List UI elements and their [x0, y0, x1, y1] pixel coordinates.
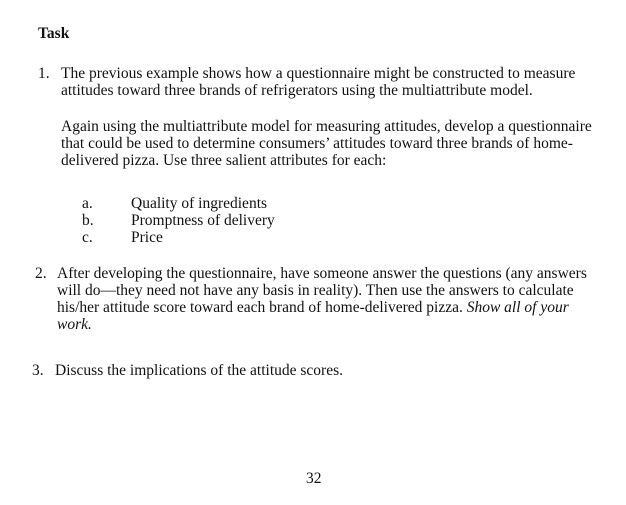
attribute-b-text: Promptness of delivery — [131, 212, 275, 229]
text-line — [57, 316, 587, 333]
item-3-number: 3. — [32, 362, 44, 379]
attribute-a-text: Quality of ingredients — [131, 195, 268, 212]
text-line: delivered pizza. Use three salient attributes for each: — [61, 152, 387, 169]
text-line: The previous example shows how a questionnaire might be constructed to measure — [61, 65, 576, 82]
emphasis-text: Show all of your — [466, 299, 569, 316]
item-2-paragraph — [57, 265, 587, 333]
attribute-c-text: Price — [131, 229, 163, 246]
text-line: After developing the questionnaire, have someone answer the questions (any answers — [57, 265, 587, 282]
item-1-paragraph-1 — [61, 65, 575, 99]
attribute-c-label: c. — [82, 229, 93, 246]
text-line: attitudes toward three brands of refrigerators using the multiattribute model. — [61, 82, 533, 99]
item-1-number: 1. — [38, 65, 50, 82]
text-line: Again using the multiattribute model for measuring attitudes, develop a questionnaire — [61, 118, 592, 135]
item-2-number: 2. — [35, 265, 47, 282]
section-title: Task — [38, 25, 70, 42]
text-line: will do—they need not have any basis in reality). Then use the answers to calculate — [57, 282, 574, 299]
attribute-a-label: a. — [82, 195, 93, 212]
text-line: that could be used to determine consumers’ attitudes toward three brands of home- — [61, 135, 573, 152]
emphasis-text: work. — [57, 316, 92, 333]
text-line — [57, 299, 587, 316]
text-segment: his/her attitude score toward each brand of home-delivered pizza. — [57, 299, 467, 316]
page-number: 32 — [306, 470, 322, 487]
item-3-paragraph: Discuss the implications of the attitude scores. — [55, 362, 343, 379]
item-1-paragraph-2 — [61, 118, 592, 169]
attribute-b-label: b. — [82, 212, 94, 229]
